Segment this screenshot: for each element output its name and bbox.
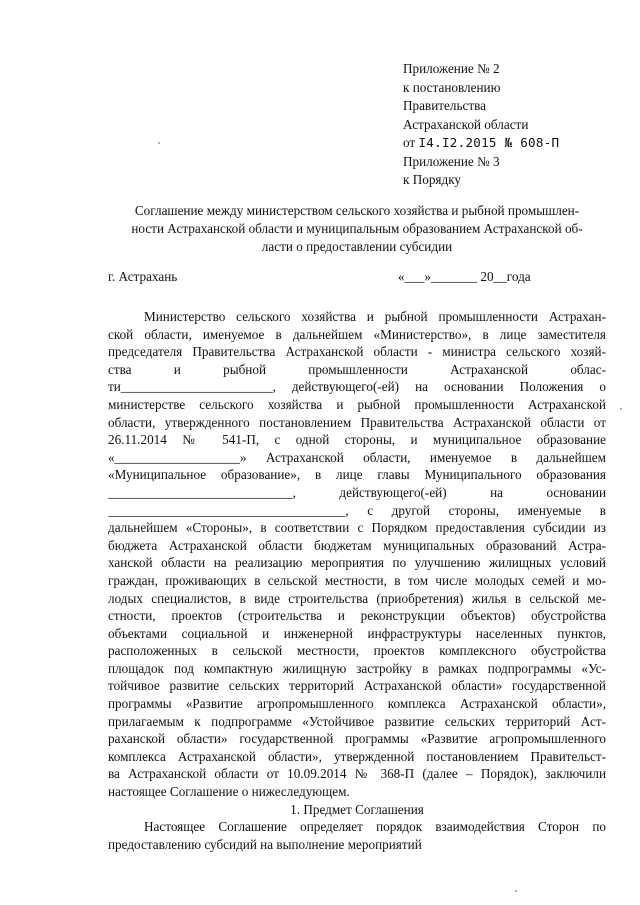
annex-date-line: [403, 134, 559, 153]
body-text-line: расположенных в сельской местности, проектов комплексного обустройства: [108, 643, 606, 659]
body-text-line: «___________________» Астраханской области, именуемое в дальнейшем: [108, 449, 606, 465]
body-text-line: тойчивое развитие сельских территорий Астраханской области» государственной: [108, 678, 606, 694]
body-text-line: комплекса Астраханской области», утвержденной постановлением Правительст-: [108, 748, 606, 764]
body-text-line: настоящее Соглашение о нижеследующем.: [108, 784, 350, 800]
date-of-signing: «___»_______ 20__года: [398, 269, 531, 284]
body-text-line: ва Астраханской области от 10.09.2014 № 368-П (далее – Порядок), заключили: [108, 766, 606, 782]
annex-block: [403, 60, 559, 190]
title-line: ности Астраханской области и муниципальным образованием Астраханской об-: [131, 221, 583, 236]
body-text-line: председателя Правительства Астраханской области - министра сельского хозяй-: [108, 344, 606, 360]
section-text-line: предоставлению субсидий на выполнение мероприятий: [108, 836, 422, 852]
document-title: [108, 202, 606, 256]
body-text-line: стности, проектов (строительства и реконструкции объектов) обустройства: [108, 608, 606, 624]
scan-speck: [620, 408, 622, 410]
body-text-line: ти_______________________, действующего(-ей) на основании Положения о: [108, 379, 606, 395]
body-text-line: ____________________________, действующего(-ей) на основании: [108, 484, 606, 500]
place-of-signing: г. Астрахань: [108, 269, 178, 284]
body-text-line: «Муниципальное образование», в лице главы Муниципального образования: [108, 467, 606, 483]
body-text-line: прилагаемым к подпрограмме «Устойчивое развитие сельских территорий Аст-: [108, 713, 606, 729]
body-text-line: ства и рыбной промышленности Астраханской облас-: [108, 361, 606, 377]
body-text-line: ханской области на реализацию мероприятия по улучшению жилищных условий: [108, 555, 606, 571]
scan-speck: [158, 142, 160, 144]
body-text-line: министерстве сельского хозяйства и рыбной промышленности Астраханской: [108, 396, 606, 412]
body-text-line: области, утвержденного постановлением Правительства Астраханской области от: [108, 414, 606, 430]
annex-line: Правительства: [403, 98, 486, 113]
document-body: [108, 308, 606, 853]
body-text-line: ____________________________________, с другой стороны, именуемые в: [108, 502, 606, 518]
body-text-line: площадок под компактную жилищную застройку в рамках подпрограммы «Ус-: [108, 660, 606, 676]
body-text-line: программы «Развитие агропромышленного комплекса Астраханской области»,: [108, 696, 606, 712]
preamble-paragraph: [108, 308, 606, 801]
title-line: Соглашение между министерством сельского хозяйства и рыбной промышлен-: [134, 203, 580, 218]
annex-line: Приложение № 3: [403, 153, 500, 169]
body-text-line: граждан, проживающих в сельской местности, в том числе молодых семей и мо-: [108, 572, 606, 588]
annex-line: к постановлению: [403, 79, 501, 95]
body-text-line: лодых специалистов, в виде строительства (приобретения) жилья в сельской ме-: [108, 590, 606, 606]
title-line: ласти о предоставлении субсидии: [261, 239, 453, 254]
body-text-line: объектами социальной и инженерной инфраструктуры населенных пунктов,: [108, 625, 606, 641]
section-heading: 1. Предмет Соглашения: [290, 801, 424, 817]
body-text-line: бюджета Астраханской области бюджетам муниципальных образований Астра-: [108, 537, 606, 553]
section-paragraph: [108, 818, 606, 853]
annex-date-prefix: от: [403, 135, 419, 150]
body-text-line: Министерство сельского хозяйства и рыбной промышленности Астрахан-: [144, 309, 606, 324]
body-text-line: 26.11.2014 № 541-П, с одной стороны, и муниципальное образование: [108, 432, 606, 448]
annex-line: Астраханской области: [403, 116, 529, 132]
decree-stamp: I4.I2.2015 № 608-П: [418, 135, 560, 150]
body-text-line: раханской области» государственной программы «Развитие агропромышленного: [108, 731, 606, 747]
section-text-line: Настоящее Соглашение определяет порядок взаимодействия Сторон по: [144, 819, 606, 835]
body-text-line: дальнейшем «Стороны», в соответствии с Порядком предоставления субсидии из: [108, 520, 606, 536]
annex-line: Приложение № 2: [403, 61, 500, 76]
scan-speck: [515, 890, 517, 892]
annex-line: к Порядку: [403, 172, 462, 187]
body-text-line: ской области, именуемое в дальнейшем «Министерство», в лице заместителя: [108, 326, 606, 342]
